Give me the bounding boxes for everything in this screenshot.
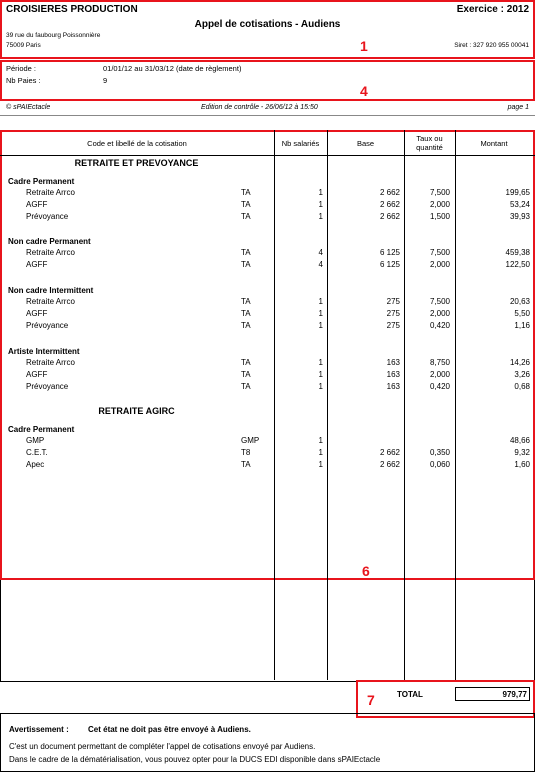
cell-label: AGFF: [26, 309, 48, 318]
cell-base: 6 125: [379, 248, 400, 257]
cell-montant: 9,32: [514, 448, 530, 457]
cell-montant: 0,68: [514, 382, 530, 391]
cell-label: Prévoyance: [26, 321, 69, 330]
table-row: [0, 260, 533, 272]
group-title: Cadre Permanent: [8, 425, 75, 434]
table-row: [0, 436, 533, 448]
cell-montant: 199,65: [505, 188, 530, 197]
table-row: [0, 460, 533, 472]
cell-label: Prévoyance: [26, 382, 69, 391]
cell-base: 2 662: [379, 200, 400, 209]
cell-label: C.E.T.: [26, 448, 48, 457]
cell-type: TA: [241, 460, 251, 469]
cell-montant: 5,50: [514, 309, 530, 318]
cell-label: AGFF: [26, 260, 48, 269]
cell-label: Retraite Arrco: [26, 248, 75, 257]
page-number: page 1: [507, 104, 529, 111]
pays-value: 9: [103, 76, 108, 85]
cell-montant: 1,16: [514, 321, 530, 330]
cell-nb-salaries: 1: [318, 358, 323, 367]
cell-type: TA: [241, 358, 251, 367]
cell-taux: 0,350: [429, 448, 450, 457]
cell-label: AGFF: [26, 370, 48, 379]
cell-label: Apec: [26, 460, 45, 469]
company-address-line2: 75009 Paris: [6, 42, 41, 49]
cell-nb-salaries: 1: [318, 448, 323, 457]
period-value: 01/01/12 au 31/03/12 (date de règlement): [103, 64, 242, 73]
footer-line2: Dans le cadre de la dématérialisation, vous pouvez opter pour la DUCS EDI disponible dans sPAIEctacle: [9, 755, 381, 764]
warning-text: Cet état ne doit pas être envoyé à Audiens.: [88, 725, 251, 734]
cell-base: 2 662: [379, 212, 400, 221]
cell-nb-salaries: 4: [318, 260, 323, 269]
table-row: [0, 448, 533, 460]
table-row: [0, 212, 533, 224]
cell-base: 2 662: [379, 448, 400, 457]
cell-taux: 2,000: [429, 260, 450, 269]
table-row: [0, 370, 533, 382]
cell-base: 275: [386, 297, 400, 306]
table-row: [0, 188, 533, 200]
footer-line1: C'est un document permettant de compléter l'appel de cotisations envoyé par Audiens.: [9, 742, 316, 751]
total-value: 979,77: [455, 687, 530, 701]
cell-base: 163: [386, 382, 400, 391]
cell-taux: 0,060: [429, 460, 450, 469]
region-marker-7: 7: [367, 692, 375, 708]
period-region-box: [0, 60, 535, 101]
cell-type: TA: [241, 248, 251, 257]
edition-info: Edition de contrôle - 26/06/12 à 15:50: [201, 104, 318, 111]
region-marker-4: 4: [360, 83, 368, 99]
header-nb-salaries: Nb salariés: [281, 139, 320, 148]
cell-montant: 20,63: [509, 297, 530, 306]
cell-montant: 14,26: [509, 358, 530, 367]
cell-taux: 7,500: [429, 297, 450, 306]
cell-type: TA: [241, 212, 251, 221]
cell-taux: 7,500: [429, 188, 450, 197]
cell-montant: 39,93: [509, 212, 530, 221]
table-row: [0, 309, 533, 321]
cell-taux: 2,000: [429, 370, 450, 379]
cell-montant: 48,66: [509, 436, 530, 445]
cell-base: 163: [386, 370, 400, 379]
cell-nb-salaries: 1: [318, 370, 323, 379]
group-title: Cadre Permanent: [8, 177, 75, 186]
header-base: Base: [356, 139, 375, 148]
software-credit: © sPAIEctacle: [6, 104, 51, 111]
company-name: CROISIERES PRODUCTION: [6, 4, 138, 15]
warning-label: Avertissement :: [9, 725, 69, 734]
cell-taux: 2,000: [429, 309, 450, 318]
cell-taux: 2,000: [429, 200, 450, 209]
cell-taux: 8,750: [429, 358, 450, 367]
section-title: RETRAITE ET PREVOYANCE: [74, 158, 199, 168]
cell-type: TA: [241, 321, 251, 330]
cell-nb-salaries: 1: [318, 188, 323, 197]
table-row: [0, 358, 533, 370]
cell-nb-salaries: 1: [318, 212, 323, 221]
cell-type: TA: [241, 309, 251, 318]
table-row: [0, 200, 533, 212]
header-montant: Montant: [480, 139, 508, 148]
cell-base: 275: [386, 321, 400, 330]
table-row: [0, 248, 533, 260]
cell-base: 2 662: [379, 460, 400, 469]
cell-nb-salaries: 1: [318, 200, 323, 209]
cell-type: TA: [241, 370, 251, 379]
document-title: Appel de cotisations - Audiens: [194, 19, 341, 30]
pays-label: Nb Paies :: [6, 76, 41, 85]
cell-nb-salaries: 1: [318, 321, 323, 330]
cell-base: 163: [386, 358, 400, 367]
header-taux-line1: Taux ou: [416, 134, 443, 143]
company-siret: Siret : 327 920 955 00041: [454, 42, 529, 49]
cell-label: AGFF: [26, 200, 48, 209]
table-row: [0, 297, 533, 309]
company-address-line1: 39 rue du faubourg Poissonnière: [6, 32, 101, 39]
cell-type: GMP: [241, 436, 260, 445]
cell-nb-salaries: 1: [318, 460, 323, 469]
cell-montant: 3,26: [514, 370, 530, 379]
cell-type: TA: [241, 382, 251, 391]
cell-montant: 459,38: [505, 248, 530, 257]
cell-label: Prévoyance: [26, 212, 69, 221]
cell-montant: 53,24: [509, 200, 530, 209]
cell-nb-salaries: 1: [318, 297, 323, 306]
table-row: [0, 382, 533, 394]
cell-label: Retraite Arrco: [26, 358, 75, 367]
cell-taux: 7,500: [429, 248, 450, 257]
cell-type: TA: [241, 188, 251, 197]
cell-nb-salaries: 4: [318, 248, 323, 257]
table-row: [0, 321, 533, 333]
cell-taux: 0,420: [429, 321, 450, 330]
cell-nb-salaries: 1: [318, 382, 323, 391]
cell-taux: 0,420: [429, 382, 450, 391]
cell-nb-salaries: 1: [318, 309, 323, 318]
cell-nb-salaries: 1: [318, 436, 323, 445]
edition-divider: [0, 115, 535, 116]
section-title: RETRAITE AGIRC: [98, 406, 175, 416]
cell-type: TA: [241, 297, 251, 306]
exercise-year: Exercice : 2012: [456, 4, 529, 15]
cell-label: Retraite Arrco: [26, 297, 75, 306]
cell-type: T8: [241, 448, 251, 457]
cell-label: GMP: [26, 436, 45, 445]
cell-type: TA: [241, 260, 251, 269]
cell-base: 6 125: [379, 260, 400, 269]
total-label: TOTAL: [397, 690, 423, 699]
cell-taux: 1,500: [429, 212, 450, 221]
header-code: Code et libellé de la cotisation: [87, 139, 187, 148]
cell-base: 275: [386, 309, 400, 318]
group-title: Artiste Intermittent: [8, 347, 80, 356]
region-marker-1: 1: [360, 38, 368, 54]
cell-base: 2 662: [379, 188, 400, 197]
cell-type: TA: [241, 200, 251, 209]
cell-label: Retraite Arrco: [26, 188, 75, 197]
group-title: Non cadre Intermittent: [8, 286, 94, 295]
region-marker-6: 6: [362, 563, 370, 579]
group-title: Non cadre Permanent: [8, 237, 91, 246]
cell-montant: 122,50: [505, 260, 530, 269]
cell-montant: 1,60: [514, 460, 530, 469]
header-taux-line2: quantité: [416, 143, 443, 152]
period-label: Période :: [6, 64, 37, 73]
